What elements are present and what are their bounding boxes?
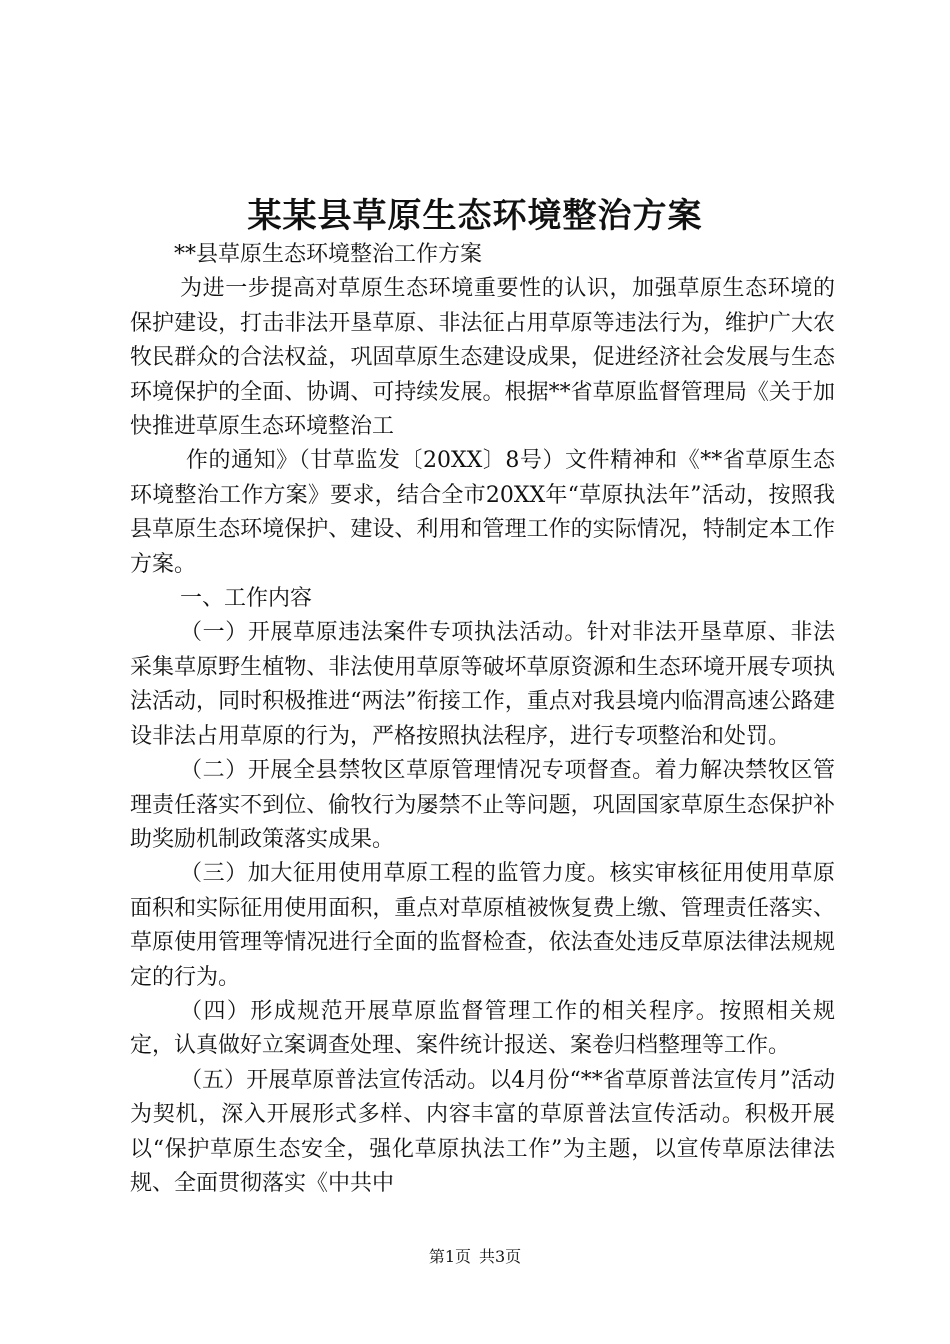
page-number: 第1页: [428, 1247, 471, 1266]
document-title: 某某县草原生态环境整治方案: [247, 196, 703, 236]
paragraph-basis: 作的通知》（甘草监发〔20XX〕8号）文件精神和《**省草原生态环境整治工作方案》要求，结合全市20XX年“草原执法年”活动，按照我县草原生态环境保护、建设、利用和管理工作的实际情况，特制定本工作方案。: [130, 448, 835, 577]
paragraph-item-5: （五）开展草原普法宣传活动。以4月份“**省草原普法宣传月”活动为契机，深入开展形式多样、内容丰富的草原普法宣传活动。积极开展以“保护草原生态安全，强化草原执法工作”为主题，以宣传草原法律法规、全面贯彻落实《中共中: [130, 1067, 835, 1196]
page-total: 共3页: [479, 1247, 522, 1266]
paragraph-intro: 为进一步提高对草原生态环境重要性的认识，加强草原生态环境的保护建设，打击非法开垦草原、非法征占用草原等违法行为，维护广大农牧民群众的合法权益，巩固草原生态建设成果，促进经济社会发展与生态环境保护的全面、协调、可持续发展。根据**省草原监督管理局《关于加快推进草原生态环境整治工: [130, 276, 835, 440]
paragraph-item-4: （四）形成规范开展草原监督管理工作的相关程序。按照相关规定，认真做好立案调查处理、案件统计报送、案卷归档整理等工作。: [130, 998, 835, 1059]
paragraph-item-3: （三）加大征用使用草原工程的监管力度。核实审核征用使用草原面积和实际征用使用面积，重点对草原植被恢复费上缴、管理责任落实、草原使用管理等情况进行全面的监督检查，依法查处违反草原法律法规规定的行为。: [130, 861, 835, 990]
paragraph-item-1: （一）开展草原违法案件专项执法活动。针对非法开垦草原、非法采集草原野生植物、非法使用草原等破坏草原资源和生态环境开展专项执法活动，同时积极推进“两法”衔接工作，重点对我县境内临渭高速公路建设非法占用草原的行为，严格按照执法程序，进行专项整治和处罚。: [130, 620, 835, 749]
document-subtitle: **县草原生态环境整治工作方案: [174, 242, 483, 267]
section-heading: 一、工作内容: [180, 586, 313, 612]
page-footer: [0, 1244, 950, 1267]
paragraph-item-2: （二）开展全县禁牧区草原管理情况专项督查。着力解决禁牧区管理责任落实不到位、偷牧行为屡禁不止等问题，巩固国家草原生态保护补助奖励机制政策落实成果。: [130, 758, 835, 852]
document-body: [130, 238, 835, 1201]
